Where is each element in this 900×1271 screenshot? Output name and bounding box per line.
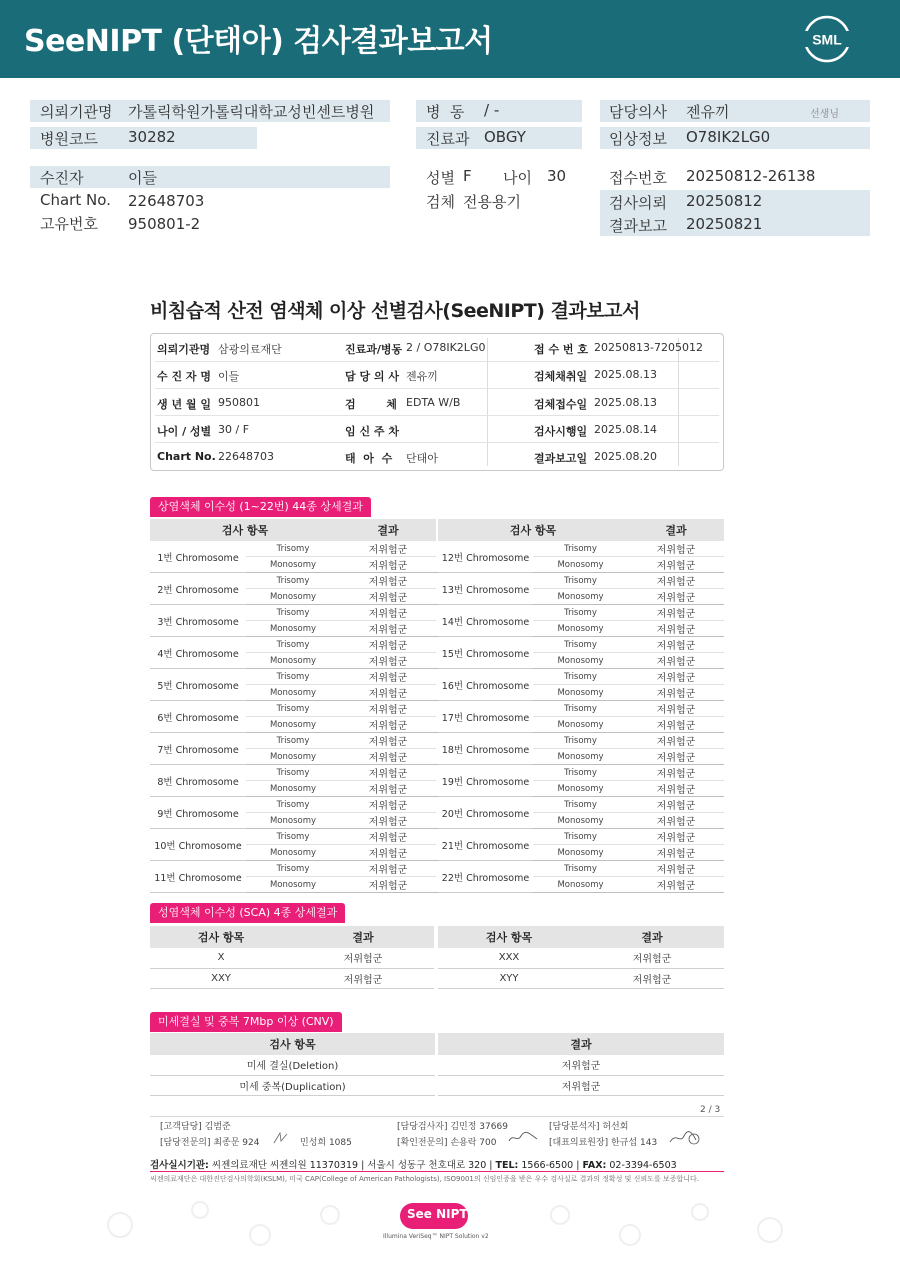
result-value: 저위험군 xyxy=(340,685,436,701)
header-item: 검사 항목 xyxy=(150,519,340,541)
result-value: 저위험군 xyxy=(628,861,724,877)
test-type: Monosomy xyxy=(533,845,628,861)
info-row-line xyxy=(155,442,719,443)
result-value: 저위험군 xyxy=(340,829,436,845)
result-value: 저위험군 xyxy=(628,797,724,813)
result-value: 저위험군 xyxy=(340,541,436,557)
test-type: Monosomy xyxy=(533,589,628,605)
fax-label: FAX: xyxy=(582,1160,607,1171)
request-label: 검사의뢰 xyxy=(609,194,667,212)
info-divider xyxy=(487,338,488,466)
header-item: 검사 항목 xyxy=(150,1033,435,1055)
chromosome-name: 5번 Chromosome xyxy=(150,669,246,701)
test-type: Monosomy xyxy=(533,717,628,733)
header-item: 검사 항목 xyxy=(438,519,628,541)
org-label: 검사실시기관: xyxy=(150,1160,209,1171)
chromosome-name: 20번 Chromosome xyxy=(438,797,533,829)
result-value: 저위험군 xyxy=(340,701,436,717)
test-type: Trisomy xyxy=(533,573,628,589)
test-type: Monosomy xyxy=(533,653,628,669)
director: [대표의료원장] 한규섭 143 xyxy=(549,1138,658,1148)
column-gap xyxy=(436,621,438,637)
receipt-value: 20250812-26138 xyxy=(686,167,816,185)
institution-value: 가톨릭학원가톨릭대학교성빈센트병원 xyxy=(128,103,375,121)
test-type: Monosomy xyxy=(246,813,340,829)
page-number: 2 / 3 xyxy=(700,1105,721,1115)
inspector: [담당검사자] 김민정 37669 xyxy=(397,1122,508,1132)
chromosome-name: 6번 Chromosome xyxy=(150,701,246,733)
chromosome-name: 4번 Chromosome xyxy=(150,637,246,669)
chromosome-name: 7번 Chromosome xyxy=(150,733,246,765)
test-type: Monosomy xyxy=(533,557,628,573)
result-value: 저위험군 xyxy=(628,765,724,781)
result-value: 저위험군 xyxy=(340,877,436,893)
result-value: 저위험군 xyxy=(628,653,724,669)
test-type: Trisomy xyxy=(246,573,340,589)
report-title: 비침습적 산전 염색체 이상 선별검사(SeeNIPT) 결과보고서 xyxy=(150,300,640,322)
result-value: 저위험군 xyxy=(628,557,724,573)
chromosome-name: 22번 Chromosome xyxy=(438,861,533,893)
result-value: 저위험군 xyxy=(340,653,436,669)
result-value: 저위험군 xyxy=(340,733,436,749)
cnv-table xyxy=(150,1033,724,1096)
chromosome-name: 18번 Chromosome xyxy=(438,733,533,765)
chromosome-name: 17번 Chromosome xyxy=(438,701,533,733)
chromosome-name: 3번 Chromosome xyxy=(150,605,246,637)
page-header xyxy=(0,0,900,78)
header-item: 검사 항목 xyxy=(150,926,292,948)
info-row-line xyxy=(155,361,719,362)
brand-subtitle: Illumina VeriSeq™ NIPT Solution v2 xyxy=(383,1233,489,1240)
test-type: Trisomy xyxy=(533,733,628,749)
chart-value: 22648703 xyxy=(128,192,205,210)
result-value: 저위험군 xyxy=(340,797,436,813)
clinical-label: 임상정보 xyxy=(609,130,667,148)
table-row xyxy=(150,765,724,781)
sca-result: 저위험군 xyxy=(580,968,724,988)
header-result: 결과 xyxy=(438,1033,724,1055)
result-value: 저위험군 xyxy=(340,557,436,573)
footer-divider xyxy=(150,1171,724,1172)
table-row xyxy=(150,573,724,589)
info-value: 젠유끼 xyxy=(406,370,438,383)
header-item: 검사 항목 xyxy=(438,926,580,948)
analyst: [담당분석자] 허선회 xyxy=(549,1122,629,1132)
chromosome-name: 11번 Chromosome xyxy=(150,861,246,893)
shade-patient xyxy=(30,166,390,188)
brand-label xyxy=(407,1207,468,1221)
test-type: Trisomy xyxy=(533,701,628,717)
info-label: 생 년 월 일 xyxy=(157,398,211,411)
test-type: Trisomy xyxy=(246,861,340,877)
sca-item: X xyxy=(150,948,292,968)
test-type: Trisomy xyxy=(246,733,340,749)
column-gap xyxy=(436,557,438,573)
info-value: 2025.08.13 xyxy=(594,368,657,381)
header-result: 결과 xyxy=(628,519,724,541)
test-type: Trisomy xyxy=(533,637,628,653)
result-value: 저위험군 xyxy=(628,877,724,893)
info-label: 나이 / 성별 xyxy=(157,425,212,438)
info-label: 결과보고일 xyxy=(534,452,588,465)
request-value: 20250812 xyxy=(686,192,763,210)
chart-label: Chart No. xyxy=(40,191,111,209)
info-value: 30 / F xyxy=(218,423,250,436)
test-type: Trisomy xyxy=(533,861,628,877)
test-type: Monosomy xyxy=(246,557,340,573)
test-type: Monosomy xyxy=(246,653,340,669)
brand-see: See xyxy=(407,1207,432,1221)
clinical-value: O78IK2LG0 xyxy=(686,128,771,146)
ward-label: 병 동 xyxy=(426,103,465,121)
chromosome-name: 8번 Chromosome xyxy=(150,765,246,797)
test-type: Trisomy xyxy=(246,701,340,717)
info-divider xyxy=(678,338,679,466)
result-value: 저위험군 xyxy=(340,605,436,621)
test-type: Trisomy xyxy=(533,765,628,781)
table-row xyxy=(150,1075,724,1095)
info-value: 950801 xyxy=(218,396,260,409)
patient-label: 수진자 xyxy=(40,169,84,187)
test-type: Trisomy xyxy=(246,541,340,557)
chromosome-name: 16번 Chromosome xyxy=(438,669,533,701)
info-row-line xyxy=(155,388,719,389)
info-value: EDTA W/B xyxy=(406,396,461,409)
test-type: Trisomy xyxy=(246,605,340,621)
specimen-label: 검체 xyxy=(426,193,455,211)
header-result: 결과 xyxy=(340,519,436,541)
result-value: 저위험군 xyxy=(340,813,436,829)
fax-value: 02-3394-6503 xyxy=(609,1160,677,1171)
testing-organization xyxy=(150,1157,677,1171)
receipt-label: 접수번호 xyxy=(609,169,667,187)
cnv-item: 미세 결실(Deletion) xyxy=(150,1055,435,1075)
test-type: Monosomy xyxy=(246,717,340,733)
chromosome-name: 14번 Chromosome xyxy=(438,605,533,637)
test-type: Monosomy xyxy=(246,877,340,893)
chromosome-name: 21번 Chromosome xyxy=(438,829,533,861)
column-gap xyxy=(436,813,438,829)
chromosome-name: 13번 Chromosome xyxy=(438,573,533,605)
result-value: 저위험군 xyxy=(628,813,724,829)
info-label: 검체채취일 xyxy=(534,370,588,383)
ward-value: / - xyxy=(484,101,500,119)
result-value: 저위험군 xyxy=(340,573,436,589)
table-row xyxy=(150,1055,724,1075)
result-value: 저위험군 xyxy=(628,573,724,589)
result-value: 저위험군 xyxy=(340,621,436,637)
report-value: 20250821 xyxy=(686,215,763,233)
customer-contact: [고객담당] 김범준 xyxy=(160,1122,231,1132)
autosome-table xyxy=(150,519,724,893)
tel-label: TEL: xyxy=(495,1160,519,1171)
test-type: Trisomy xyxy=(246,637,340,653)
test-type: Monosomy xyxy=(533,813,628,829)
sml-logo-icon xyxy=(802,14,852,64)
page-title: SeeNIPT (단태아) 검사결과보고서 xyxy=(24,24,493,59)
doctor-suffix: 선생님 xyxy=(810,109,839,120)
info-label: 검 체 xyxy=(345,398,397,411)
table-row xyxy=(150,829,724,845)
chromosome-name: 15번 Chromosome xyxy=(438,637,533,669)
signature-icon xyxy=(272,1131,290,1145)
chromosome-name: 2번 Chromosome xyxy=(150,573,246,605)
logo-text: SML xyxy=(812,31,842,48)
info-value: 2025.08.14 xyxy=(594,423,657,436)
result-value: 저위험군 xyxy=(340,749,436,765)
column-gap xyxy=(436,589,438,605)
cnv-result: 저위험군 xyxy=(438,1075,724,1095)
chromosome-name: 19번 Chromosome xyxy=(438,765,533,797)
table-row xyxy=(150,861,724,877)
table-row xyxy=(150,605,724,621)
result-value: 저위험군 xyxy=(628,685,724,701)
result-value: 저위험군 xyxy=(628,845,724,861)
institution-label: 의뢰기관명 xyxy=(40,103,113,121)
column-gap xyxy=(436,845,438,861)
sex-label: 성별 xyxy=(426,169,455,187)
cnv-item: 미세 중복(Duplication) xyxy=(150,1075,435,1095)
unique-label: 고유번호 xyxy=(40,215,98,233)
test-type: Monosomy xyxy=(246,685,340,701)
column-gap xyxy=(436,749,438,765)
result-value: 저위험군 xyxy=(340,861,436,877)
result-value: 저위험군 xyxy=(628,621,724,637)
age-label: 나이 xyxy=(503,169,532,187)
sca-item: XXX xyxy=(438,948,580,968)
specialist-1: [담당전문의] 최종문 924 xyxy=(160,1138,260,1148)
result-value: 저위험군 xyxy=(628,733,724,749)
info-label: 태 아 수 xyxy=(345,452,393,465)
info-label: 임 신 주 차 xyxy=(345,425,399,438)
table-row xyxy=(150,968,724,988)
test-type: Trisomy xyxy=(246,669,340,685)
table-row xyxy=(150,669,724,685)
test-type: Monosomy xyxy=(533,877,628,893)
info-value: 단태아 xyxy=(406,452,438,465)
result-value: 저위험군 xyxy=(340,669,436,685)
table-row xyxy=(150,701,724,717)
tel-value: 1566-6500 | xyxy=(521,1160,580,1171)
result-value: 저위험군 xyxy=(628,829,724,845)
column-gap xyxy=(436,877,438,893)
doctor-label: 담당의사 xyxy=(609,103,667,121)
chromosome-name: 9번 Chromosome xyxy=(150,797,246,829)
chromosome-name: 12번 Chromosome xyxy=(438,541,533,573)
org-text: 씨젠의료재단 씨젠의원 11370319 | 서울시 성동구 천호대로 320 | xyxy=(211,1160,493,1171)
chromosome-name: 1번 Chromosome xyxy=(150,541,246,573)
hospital-code-label: 병원코드 xyxy=(40,130,98,148)
test-type: Monosomy xyxy=(246,621,340,637)
report-label: 결과보고 xyxy=(609,217,667,235)
dept-label: 진료과 xyxy=(426,130,470,148)
test-type: Monosomy xyxy=(246,749,340,765)
test-type: Monosomy xyxy=(246,589,340,605)
table-row xyxy=(150,797,724,813)
test-type: Trisomy xyxy=(533,829,628,845)
info-value: 2 / O78IK2LG0 xyxy=(406,341,486,354)
test-type: Trisomy xyxy=(533,669,628,685)
result-value: 저위험군 xyxy=(340,589,436,605)
column-gap xyxy=(436,653,438,669)
sca-item: XXY xyxy=(150,968,292,988)
result-value: 저위험군 xyxy=(628,669,724,685)
autosome-section-title: 상염색체 이수성 (1~22번) 44종 상세결과 xyxy=(150,497,371,517)
footer-divider xyxy=(150,1116,724,1117)
result-value: 저위험군 xyxy=(628,605,724,621)
brand-nipt: NIPT xyxy=(436,1207,468,1221)
test-type: Trisomy xyxy=(246,797,340,813)
result-value: 저위험군 xyxy=(628,749,724,765)
header-result: 결과 xyxy=(580,926,724,948)
info-label: Chart No. xyxy=(157,450,216,463)
unique-value: 950801-2 xyxy=(128,215,201,233)
doctor-value: 젠유끼 xyxy=(686,103,730,121)
info-label: 진료과/병동 xyxy=(345,343,403,356)
sca-result: 저위험군 xyxy=(292,968,434,988)
cnv-section-title: 미세결실 및 중복 7Mbp 이상 (CNV) xyxy=(150,1012,342,1032)
header-result: 결과 xyxy=(292,926,434,948)
result-value: 저위험군 xyxy=(340,781,436,797)
sca-result: 저위험군 xyxy=(292,948,434,968)
test-type: Monosomy xyxy=(533,685,628,701)
patient-value: 이들 xyxy=(128,169,157,187)
certification-note: 씨젠의료재단은 대한진단검사의학회(KSLM), 미국 CAP(College of American Pathologists), ISO9001의 신임인증을 받은 우수 검사실로 결과의 정확성 및 신뢰도를 보증합니다. xyxy=(150,1175,699,1183)
info-label: 수 진 자 명 xyxy=(157,370,211,383)
info-value: 삼광의료재단 xyxy=(218,343,282,356)
column-gap xyxy=(436,685,438,701)
chromosome-name: 10번 Chromosome xyxy=(150,829,246,861)
table-row xyxy=(150,637,724,653)
info-value: 2025.08.13 xyxy=(594,396,657,409)
test-type: Monosomy xyxy=(533,781,628,797)
sca-section-title: 성염색체 이수성 (SCA) 4종 상세결과 xyxy=(150,903,345,923)
test-type: Trisomy xyxy=(246,829,340,845)
sca-item: XYY xyxy=(438,968,580,988)
table-row xyxy=(150,948,724,968)
test-type: Monosomy xyxy=(246,845,340,861)
info-value: 20250813-7205012 xyxy=(594,341,703,354)
info-value: 2025.08.20 xyxy=(594,450,657,463)
table-row xyxy=(150,733,724,749)
dept-value: OBGY xyxy=(484,128,526,146)
test-type: Monosomy xyxy=(246,781,340,797)
signature-icon xyxy=(507,1131,539,1145)
age-value: 30 xyxy=(547,167,567,185)
test-type: Monosomy xyxy=(533,621,628,637)
column-gap xyxy=(436,717,438,733)
hospital-code-value: 30282 xyxy=(128,128,176,146)
result-value: 저위험군 xyxy=(340,637,436,653)
result-value: 저위험군 xyxy=(340,845,436,861)
info-label: 검체접수일 xyxy=(534,398,588,411)
sca-result: 저위험군 xyxy=(580,948,724,968)
result-value: 저위험군 xyxy=(340,717,436,733)
result-value: 저위험군 xyxy=(628,781,724,797)
sex-value: F xyxy=(463,167,472,185)
result-value: 저위험군 xyxy=(628,589,724,605)
confirm-specialist: [확인전문의] 손용락 700 xyxy=(397,1138,497,1148)
table-row xyxy=(150,541,724,557)
result-value: 저위험군 xyxy=(628,717,724,733)
info-label: 접 수 번 호 xyxy=(534,343,588,356)
test-type: Trisomy xyxy=(533,797,628,813)
info-value: 이들 xyxy=(218,370,240,383)
result-value: 저위험군 xyxy=(340,765,436,781)
result-value: 저위험군 xyxy=(628,637,724,653)
sca-table xyxy=(150,926,724,989)
info-row-line xyxy=(155,415,719,416)
info-label: 검사시행일 xyxy=(534,425,588,438)
test-type: Monosomy xyxy=(533,749,628,765)
info-value: 22648703 xyxy=(218,450,274,463)
result-value: 저위험군 xyxy=(628,701,724,717)
column-gap xyxy=(436,781,438,797)
signature-icon xyxy=(668,1130,702,1146)
cnv-result: 저위험군 xyxy=(438,1055,724,1075)
test-type: Trisomy xyxy=(533,605,628,621)
info-label: 담 당 의 사 xyxy=(345,370,399,383)
test-type: Trisomy xyxy=(246,765,340,781)
info-label: 의뢰기관명 xyxy=(157,343,211,356)
specialist-2: 민성희 1085 xyxy=(300,1138,352,1148)
test-type: Trisomy xyxy=(533,541,628,557)
result-value: 저위험군 xyxy=(628,541,724,557)
specimen-value: 전용용기 xyxy=(463,193,521,211)
